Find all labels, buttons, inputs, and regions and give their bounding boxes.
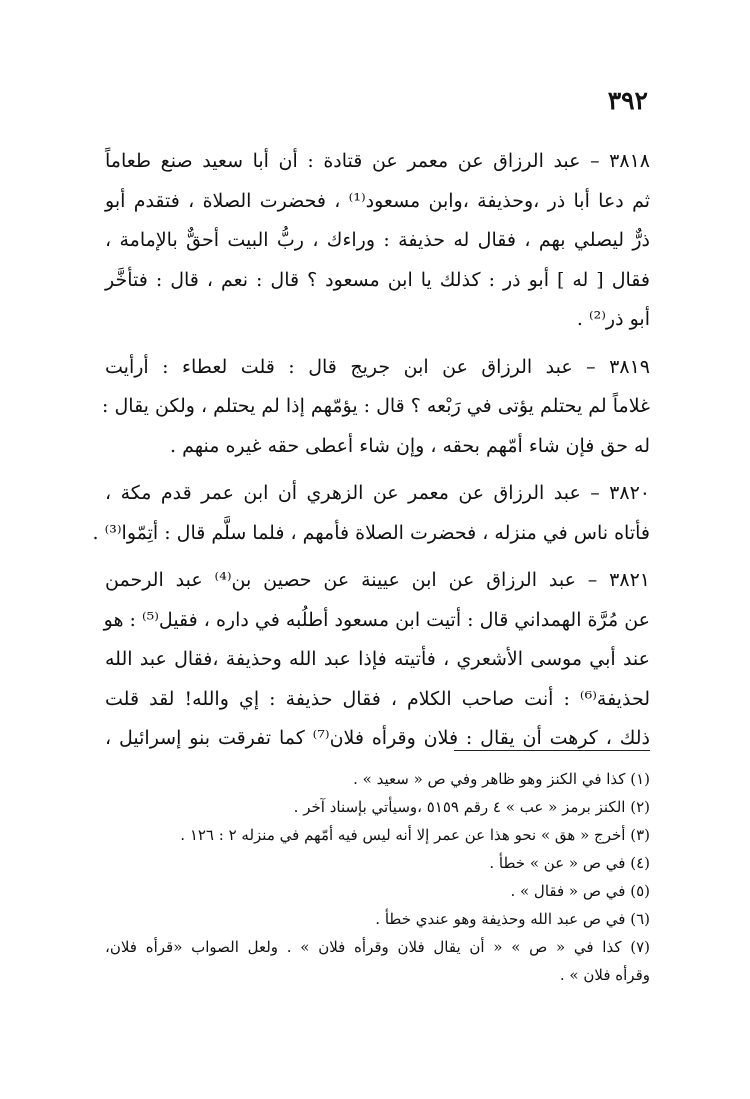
hadith-3819 — [102, 348, 650, 467]
text-line: عند أبي موسى الأشعري ، فأتيته فإذا عبد الله وحذيفة ،فقال عبد الله — [105, 648, 650, 670]
text-line: ذلك ، كرهت أن يقال : فلان وقرأه فلان⁽⁷⁾ كما تفرقت بنو إسرائيل ، — [105, 727, 650, 749]
text-line: ذرٌّ ليصلي بهم ، فقال له حذيفة : وراءك ، ربُّ البيت أحقٌّ بالإمامة ، — [105, 229, 650, 251]
text-line: غلاماً لم يحتلم يؤتى في رَبْعه ؟ قال : يؤمّهم إذا لم يحتلم ، ولكن يقال : — [102, 395, 650, 417]
footnote-divider — [454, 750, 650, 751]
footnote-2: (٢) الكنز برمز « عب » ٤ رقم ٥١٥٩ ،وسيأتي بإسناد آخر . — [293, 798, 650, 816]
footnote-4: (٤) في ص « عن » خطأ . — [489, 854, 650, 872]
footnotes — [105, 765, 650, 989]
text-line: ٣٨١٩ – عبد الرزاق عن ابن جريج قال : قلت لعطاء : أرأيت — [105, 355, 650, 378]
footnote-7: (٧) كذا في « ص » « أن يقال فلان وقرأه فلان » . ولعل الصواب «قرأه فلان، — [105, 938, 650, 956]
hadith-3820 — [92, 474, 650, 553]
text-line: ٣٨٢٠ – عبد الرزاق عن معمر عن الزهري أن ابن عمر قدم مكة ، — [105, 482, 650, 504]
hadith-3818 — [105, 142, 650, 340]
text-line: فقال [ له ] أبو ذر : كذلك يا ابن مسعود ؟ قال : نعم ، قال : فتأخَّر — [105, 268, 650, 291]
text-line: ٣٨٢١ – عبد الرزاق عن ابن عيينة عن حصين بن⁽⁴⁾ عبد الرحمن — [105, 569, 650, 591]
hadith-3821 — [105, 561, 650, 759]
footnote-1: (١) كذا في الكنز وهو ظاهر وفي ص « سعيد » . — [353, 770, 650, 788]
main-text — [92, 142, 650, 759]
footnote-3: (٣) أخرج « هق » نحو هذا عن عمر إلا أنه ليس فيه أمّهم في منزله ٢ : ١٢٦ . — [180, 826, 650, 844]
text-line: أبو ذر⁽²⁾ . — [576, 308, 650, 330]
footnote-5: (٥) في ص « فقال » . — [510, 882, 650, 900]
footnote-6: (٦) في ص عبد الله وحذيفة وهو عندي خطأ . — [375, 910, 650, 928]
footnote-7-continued: وقرأه فلان » . — [559, 966, 650, 984]
text-line: ٣٨١٨ – عبد الرزاق عن معمر عن قتادة : أن أبا سعيد صنع طعاماً — [105, 150, 650, 172]
text-line: عن مُرَّة الهمداني قال : أتيت ابن مسعود أطلُبه في داره ، فقيل⁽⁵⁾ : هو — [103, 608, 650, 631]
text-line: له حق فإن شاء أمّهم بحقه ، وإن شاء أعطى حقه غيره منهم . — [170, 434, 650, 457]
text-line: لحذيفة⁽⁶⁾ : أنت صاحب الكلام ، فقال حذيفة : إي والله! لقد قلت — [105, 687, 650, 710]
text-line: فأتاه ناس في منزله ، فحضرت الصلاة فأمهم ، فلما سلَّم قال : أتِمّوا⁽³⁾ . — [92, 521, 650, 544]
page-number: ٣٩٢ — [607, 86, 648, 115]
text-line: ثم دعا أبا ذر ،وحذيفة ،وابن مسعود⁽¹⁾ ، فحضرت الصلاة ، فتقدم أبو — [105, 189, 650, 212]
